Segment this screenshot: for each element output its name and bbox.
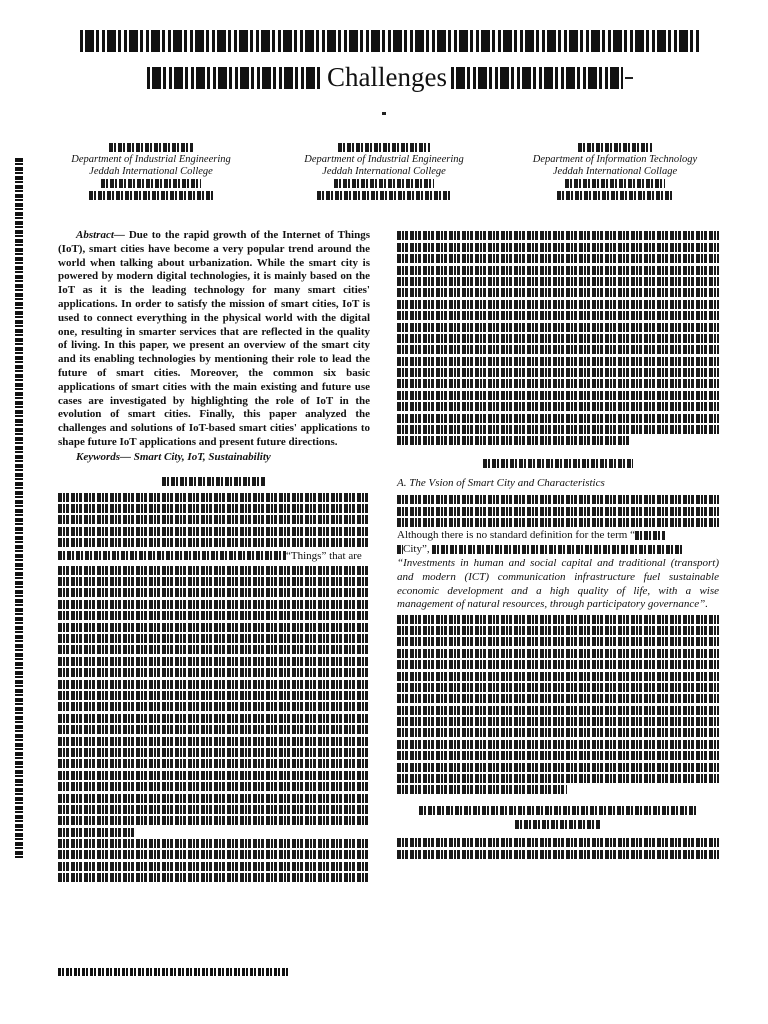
author-department: Department of Industrial Engineering (304, 154, 464, 165)
text-line (58, 600, 370, 609)
author-department: Department of Industrial Engineering (71, 154, 231, 165)
section-heading-introduction (58, 475, 370, 487)
text-line (397, 751, 719, 760)
author-location-glyphs (334, 179, 434, 188)
text-glyphs (635, 531, 665, 540)
text-line (397, 774, 719, 783)
definition-lead-line (397, 529, 719, 543)
author-college: Jeddah International Collage (552, 166, 678, 177)
text-line (58, 759, 370, 768)
section-heading-glyphs (483, 459, 633, 468)
paper-title-line-2 (60, 62, 720, 96)
text-line (397, 495, 719, 504)
title-unreadable-glyphs (451, 67, 623, 89)
paper-title-line-1 (60, 30, 720, 64)
text-line (397, 288, 719, 297)
author-block-2 (269, 142, 499, 202)
definition-lead: Although there is no standard definition for the term “ (397, 529, 635, 542)
title-word: Challenges (327, 62, 447, 92)
vertical-glyphs (15, 158, 23, 860)
text-line (58, 737, 370, 746)
author-email-glyphs (89, 191, 213, 200)
text-line (397, 436, 629, 445)
text-line (58, 850, 370, 859)
text-line (397, 334, 719, 343)
text-line (397, 254, 719, 263)
text-line (58, 577, 370, 586)
text-line (397, 414, 719, 423)
section-heading-glyphs (419, 806, 697, 815)
text-line (58, 538, 370, 547)
text-line (58, 566, 370, 575)
text-line (397, 379, 719, 388)
section-heading-glyphs (162, 477, 266, 486)
author-mark (382, 112, 386, 115)
author-location-glyphs (101, 179, 201, 188)
text-line (397, 626, 719, 635)
right-body-top (397, 231, 719, 445)
section-heading-iot (397, 804, 719, 832)
text-line (397, 717, 719, 726)
abstract (58, 229, 370, 450)
text-line (58, 634, 370, 643)
text-line (58, 691, 370, 700)
text-line (397, 391, 719, 400)
city-line (397, 543, 719, 557)
text-line (397, 345, 719, 354)
text-line (397, 518, 719, 527)
text-line (58, 588, 370, 597)
text-line (58, 680, 370, 689)
text-line (58, 816, 370, 825)
text-line (58, 493, 370, 502)
title-dash (625, 77, 633, 79)
text-glyphs (432, 545, 682, 554)
text-line (397, 402, 719, 411)
text-line (58, 873, 370, 882)
text-line (58, 623, 370, 632)
text-line (58, 839, 370, 848)
text-line (397, 243, 719, 252)
text-line (58, 515, 370, 524)
author-name-glyphs (338, 143, 430, 152)
introduction-body (58, 493, 370, 883)
text-line (397, 740, 719, 749)
text-line (397, 368, 719, 377)
author-block-3 (500, 142, 730, 202)
text-line (397, 660, 719, 669)
author-email-glyphs (557, 191, 673, 200)
text-line (58, 794, 370, 803)
text-line (397, 277, 719, 286)
text-line (58, 862, 370, 871)
text-line (397, 838, 719, 847)
text-line (58, 748, 370, 757)
text-line (397, 728, 719, 737)
author-name-glyphs (109, 143, 193, 152)
text-line (58, 714, 370, 723)
text-line (58, 504, 370, 513)
author-college: Jeddah International College (322, 166, 446, 177)
text-line (58, 828, 134, 837)
text-line (58, 611, 370, 620)
right-body-middle (397, 615, 719, 795)
text-line (397, 300, 719, 309)
inline-things-text: “Things” that are (286, 549, 362, 562)
text-line (58, 805, 370, 814)
text-line (397, 507, 719, 516)
text-line (397, 694, 719, 703)
text-glyphs (58, 551, 286, 560)
author-department: Department of Information Technology (532, 154, 698, 165)
text-line (397, 850, 719, 859)
text-line (397, 785, 567, 794)
text-line (397, 683, 719, 692)
author-college: Jeddah International College (89, 166, 213, 177)
smart-city-definition-quote: “Investments in human and social capital and traditional (transport) and modern (ICT) communication infrastructure fuel sustainable economic development and a high quality of life, with a wise management of natural resources, through participatory governance”. (397, 556, 719, 611)
vertical-margin-text (12, 158, 26, 860)
text-line (397, 311, 719, 320)
text-line (397, 637, 719, 646)
text-line (58, 527, 370, 536)
author-location-glyphs (565, 179, 665, 188)
footnote (58, 968, 290, 976)
text-line (397, 649, 719, 658)
text-line (58, 657, 370, 666)
author-block-1 (36, 142, 266, 202)
text-line (397, 706, 719, 715)
author-email-glyphs (317, 191, 451, 200)
text-line (397, 763, 719, 772)
text-line (58, 702, 370, 711)
city-word: City”, (403, 543, 430, 556)
title-unreadable-glyphs (147, 67, 323, 89)
section-heading-glyphs (515, 820, 601, 829)
text-line (58, 668, 370, 677)
text-line-with-things (58, 550, 370, 564)
text-line (58, 645, 370, 654)
text-line (397, 425, 719, 434)
keywords: Keywords— Smart City, IoT, Sustainability (76, 450, 271, 463)
title-unreadable-glyphs (80, 30, 700, 52)
text-line (397, 615, 719, 624)
abstract-text: Due to the rapid growth of the Internet of Things (IoT), smart cities have become a very popular trend around the world when talking about urbanization. While the smart city is powered by modern digital technologies, it is mainly based on the IoT as it is the leading technology for many smart cities' applications. In order to satisfy the mission of smart cities, IoT is used to connect everything in the physical world with the digital one, resulting in smarter services that are reflected in the quality of living. In this paper, we present an overview of the smart city and its enabling technologies by mentioning their role to lead the future of smart cities. Moreover, the common six basic applications of smart cities with the main existing and future use cases are investigated by highlighting the role of IoT in the evolution of smart cities. Finally, this paper analyzed the challenges and solutions of IoT-based smart cities' applications to shape future IoT applications and present future directions. (58, 229, 370, 448)
subsection-heading-a: A. The Vsion of Smart City and Characteristics (397, 477, 605, 490)
text-line (397, 323, 719, 332)
text-line (58, 782, 370, 791)
text-line (58, 771, 370, 780)
section-heading-smart-city (397, 457, 719, 469)
text-line (397, 231, 719, 240)
left-column (58, 229, 370, 885)
author-name-glyphs (578, 143, 652, 152)
right-column (397, 229, 719, 861)
text-line (397, 357, 719, 366)
text-line (397, 672, 719, 681)
text-line (397, 266, 719, 275)
abstract-label: Abstract— (76, 229, 125, 241)
text-line (58, 725, 370, 734)
